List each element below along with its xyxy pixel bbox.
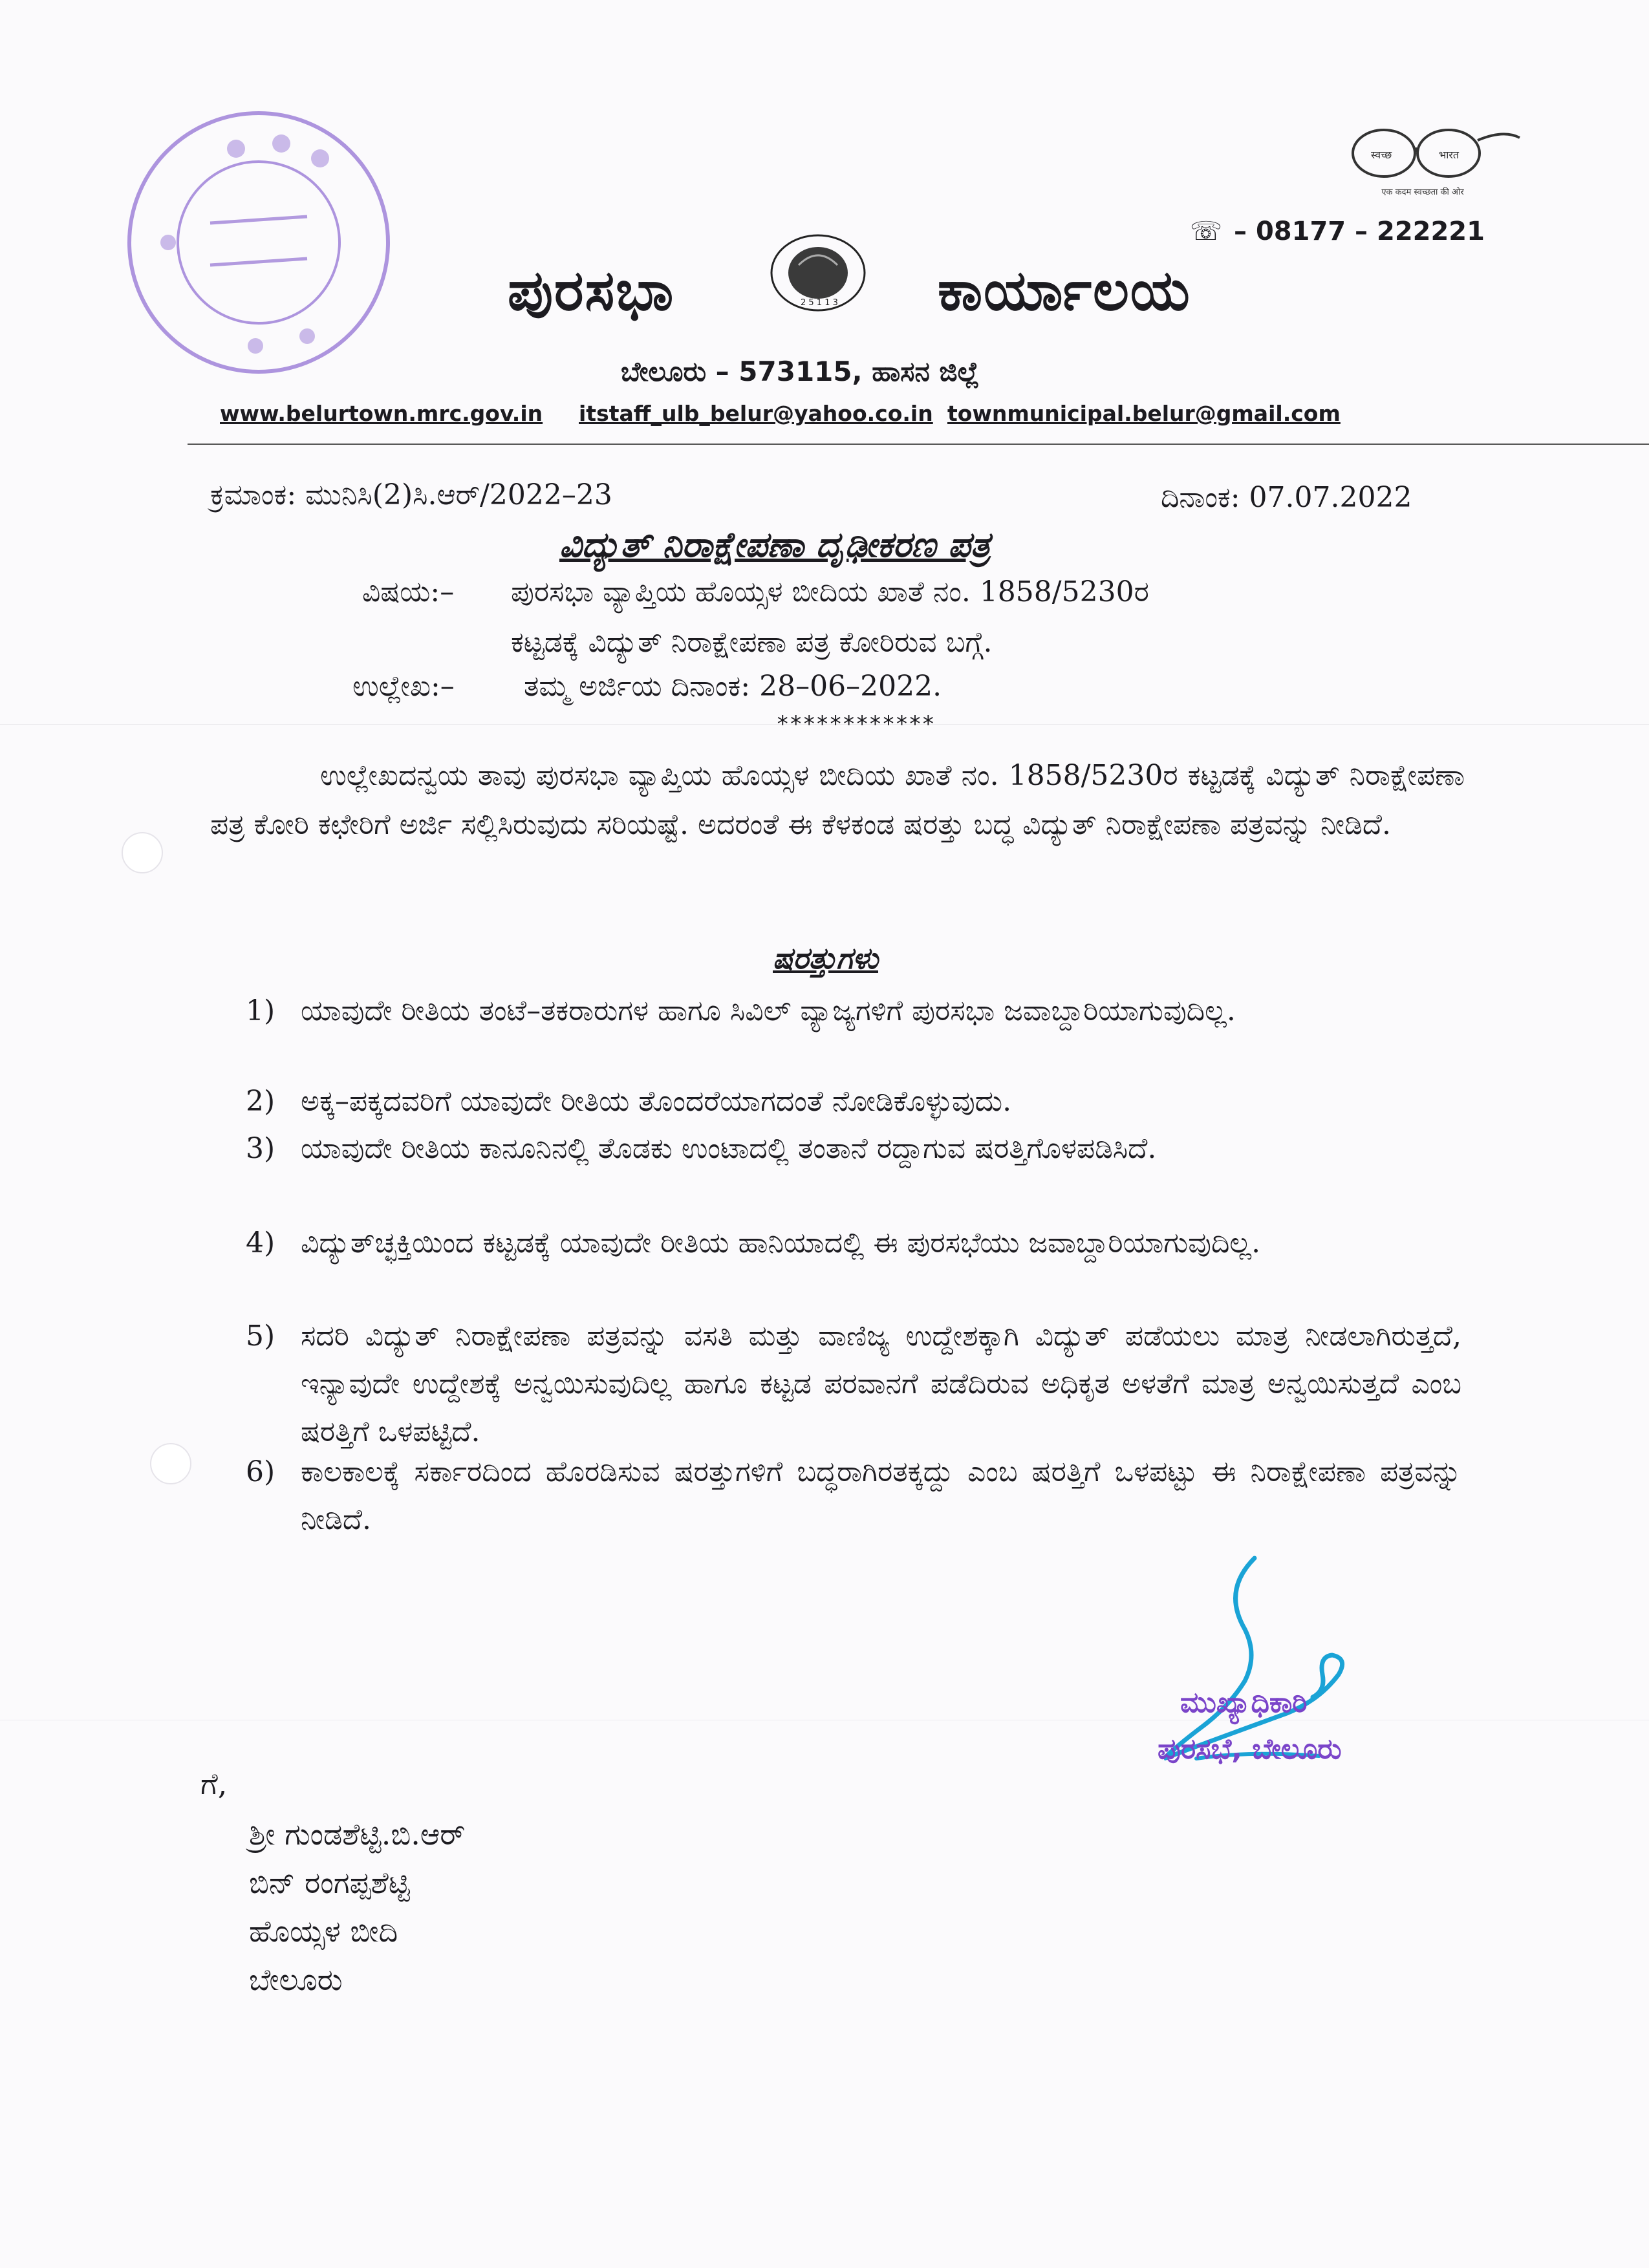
conditions-heading: ಷರತ್ತುಗಳು [773,941,879,976]
telephone-icon: ☏ [1190,217,1223,246]
body-paragraph: ಉಲ್ಲೇಖದನ್ವಯ ತಾವು ಪುರಸಭಾ ವ್ಯಾಪ್ತಿಯ ಹೊಯ್ಸಳ ಬೀದಿಯ ಖಾತೆ ನಂ. 1858/5230ರ ಕಟ್ಟಡಕ್ಕೆ ವಿದ್ಯುತ್ ನಿರಾಕ್ಷೇಪಣಾ ಪತ್ರ ಕೋರಿ ಕಛೇರಿಗೆ ಅರ್ಜಿ ಸಲ್ಲಿಸಿರುವುದು ಸರಿಯಷ್ಟೆ. ಅದರಂತೆ ಈ ಕೆಳಕಂಡ ಷರತ್ತು ಬದ್ಧ ವಿದ್ಯುತ್ ನಿರಾಕ್ಷೇಪಣಾ ಪತ್ರವನ್ನು ನೀಡಿದೆ. [210,759,1465,841]
document-date: ದಿನಾಂಕ: 07.07.2022 [1161,481,1412,514]
condition-item [246,1448,1461,1544]
office-round-seal [120,103,398,381]
addressee-name: ಶ್ರೀ ಗುಂಡಶೆಟ್ಟಿ.ಬಿ.ಆರ್ [249,1817,466,1852]
reference-number: ಕ್ರಮಾಂಕ: ಮುನಿಸಿ(2)ಸಿ.ಆರ್/2022–23 [210,478,612,511]
punch-hole [122,832,163,873]
condition-item [246,1312,1461,1456]
addressee-father: ಬಿನ್ ರಂಗಪ್ಪಶೆಟ್ಟಿ [249,1865,411,1900]
email-link-yahoo[interactable]: itstaff_ulb_belur@yahoo.co.in [579,401,933,426]
condition-text: ಕಾಲಕಾಲಕ್ಕೆ ಸರ್ಕಾರದಿಂದ ಹೊರಡಿಸುವ ಷರತ್ತುಗಳಿಗೆ ಬದ್ಧರಾಗಿರತಕ್ಕದ್ದು ಎಂಬ ಷರತ್ತಿಗೆ ಒಳಪಟ್ಟು ಈ ನಿರಾಕ್ಷೇಪಣಾ ಪತ್ರವನ್ನು ನೀಡಿದೆ. [301,1455,1461,1536]
swachh-bharat-logo [1345,126,1526,204]
office-address: ಬೇಲೂರು – 573115, ಹಾಸನ ಜಿಲ್ಲೆ [621,356,980,387]
website-link[interactable]: www.belurtown.mrc.gov.in [220,401,543,426]
separator: ************ [776,711,935,737]
condition-item [246,1219,1461,1267]
reference-label: ಉಲ್ಲೇಖ:– [352,670,455,703]
email-link-gmail[interactable]: townmunicipal.belur@gmail.com [947,401,1341,426]
municipal-emblem-icon [763,233,873,317]
addressee-label: ಗೆ, [200,1766,228,1801]
office-name-right: ಕಾರ್ಯಾಲಯ [938,259,1191,323]
condition-text: ಅಕ್ಕ–ಪಕ್ಕದವರಿಗೆ ಯಾವುದೇ ರೀತಿಯ ತೊಂದರೆಯಾಗದಂತೆ ನೋಡಿಕೊಳ್ಳುವುದು. [301,1085,1012,1118]
subject-label: ವಿಷಯ:– [362,575,455,608]
condition-item [246,1125,1461,1173]
spectacles-icon [1345,126,1526,184]
emblem-number: 2 5 1 1 3 [801,298,838,308]
bharat-word: भारत [1439,149,1460,161]
condition-text: ವಿದ್ಯುತ್‌ಚ್ಛಕ್ತಿಯಿಂದ ಕಟ್ಟಡಕ್ಕೆ ಯಾವುದೇ ರೀತಿಯ ಹಾನಿಯಾದಲ್ಲಿ ಈ ಪುರಸಭೆಯು ಜವಾಬ್ದಾರಿಯಾಗುವುದಿಲ್ಲ. [301,1226,1261,1259]
office-phone: ☏ – 08177 – 222221 [1190,217,1485,246]
addressee-street: ಹೊಯ್ಸಳ ಬೀದಿ [249,1914,398,1949]
condition-number: 4) [246,1226,275,1259]
letterhead-divider [188,444,1649,445]
condition-number: 3) [246,1132,275,1165]
condition-item [246,1078,1461,1126]
document-title: ವಿದ್ಯುತ್ ನಿರಾಕ್ಷೇಪಣಾ ದೃಢೀಕರಣ ಪತ್ರ [559,524,991,565]
phone-number: 08177 – 222221 [1255,217,1485,246]
condition-text: ಸದರಿ ವಿದ್ಯುತ್ ನಿರಾಕ್ಷೇಪಣಾ ಪತ್ರವನ್ನು ವಸತಿ ಮತ್ತು ವಾಣಿಜ್ಯ ಉದ್ದೇಶಕ್ಕಾಗಿ ವಿದ್ಯುತ್ ಪಡೆಯಲು ಮಾತ್ರ ನೀಡಲಾಗಿರುತ್ತದೆ, ಇನ್ಯಾವುದೇ ಉದ್ದೇಶಕ್ಕೆ ಅನ್ವಯಿಸುವುದಿಲ್ಲ ಹಾಗೂ ಕಟ್ಟಡ ಪರವಾನಗೆ ಪಡೆದಿರುವ ಅಧಿಕೃತ ಅಳತೆಗೆ ಮಾತ್ರ ಅನ್ವಯಿಸುತ್ತದೆ ಎಂಬ ಷರತ್ತಿಗೆ ಒಳಪಟ್ಟಿದೆ. [301,1320,1461,1448]
office-name-left: ಪುರಸಭಾ [508,259,675,323]
subject-line-1: ಪುರಸಭಾ ವ್ಯಾಪ್ತಿಯ ಹೊಯ್ಸಳ ಬೀದಿಯ ಖಾತೆ ನಂ. 1858/5230ರ [511,575,1149,608]
punch-hole [150,1443,191,1484]
condition-number: 1) [246,994,275,1027]
signatory-office: ಪುರಸಭೆ, ಬೇಲೂರು [1158,1733,1342,1766]
swachh-tagline: एक कदम स्वच्छता की ओर [1381,187,1464,197]
addressee-town: ಬೇಲೂರು [249,1962,343,1997]
subject-line-2: ಕಟ್ಟಡಕ್ಕೆ ವಿದ್ಯುತ್ ನಿರಾಕ್ಷೇಪಣಾ ಪತ್ರ ಕೋರಿರುವ ಬಗ್ಗೆ. [511,626,993,659]
reference-value: ತಮ್ಮ ಅರ್ಜಿಯ ದಿನಾಂಕ: 28–06–2022. [524,670,942,703]
swachh-word: स्वच्छ [1371,149,1392,161]
condition-text: ಯಾವುದೇ ರೀತಿಯ ತಂಟೆ–ತಕರಾರುಗಳ ಹಾಗೂ ಸಿವಿಲ್ ವ್ಯಾಜ್ಯಗಳಿಗೆ ಪುರಸಭಾ ಜವಾಬ್ದಾರಿಯಾಗುವುದಿಲ್ಲ. [301,994,1236,1027]
condition-number: 5) [246,1320,275,1353]
condition-number: 2) [246,1085,275,1118]
condition-number: 6) [246,1455,275,1488]
condition-item [246,987,1461,1035]
condition-text: ಯಾವುದೇ ರೀತಿಯ ಕಾನೂನಿನಲ್ಲಿ ತೊಡಕು ಉಂಟಾದಲ್ಲಿ ತಂತಾನೆ ರದ್ದಾಗುವ ಷರತ್ತಿಗೊಳಪಡಿಸಿದೆ. [301,1132,1157,1165]
signatory-designation: ಮುಖ್ಯಾಧಿಕಾರಿ [1180,1686,1308,1719]
